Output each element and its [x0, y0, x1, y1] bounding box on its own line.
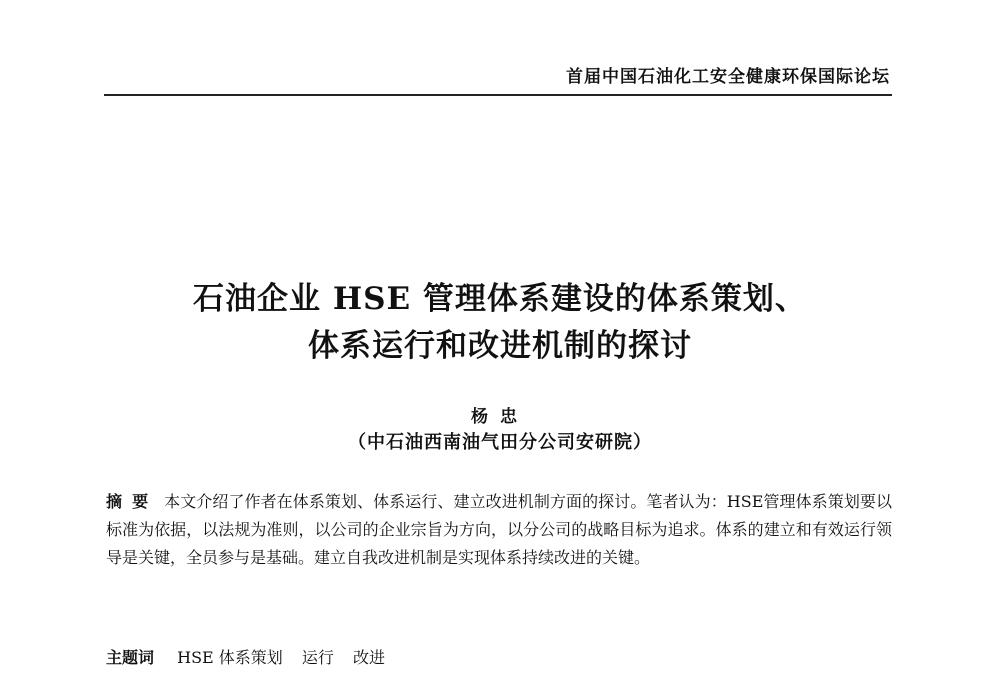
- keyword-item: 运行: [301, 648, 334, 667]
- keyword-item: HSE 体系策划: [177, 648, 283, 667]
- keyword-item: 改进: [353, 648, 386, 667]
- author-name: 杨忠: [471, 407, 529, 427]
- abstract-text: 本文介绍了作者在体系策划、体系运行、建立改进机制方面的探讨。笔者认为：HSE管理体系策划要以标准为依据，以法规为准则，以公司的企业宗旨为方向，以分公司的战略目标为追求。体系的建立和有效运行领导是关键，全员参与是基础。建立自我改进机制是实现体系持续改进的关键。: [106, 492, 892, 567]
- keywords-label: 主题词: [106, 648, 155, 667]
- abstract: [106, 488, 892, 572]
- paper-title-line-1: 石油企业 HSE 管理体系建设的体系策划、: [193, 281, 807, 317]
- running-header: [104, 54, 892, 96]
- paper-title-line-2: 体系运行和改进机制的探讨: [308, 328, 692, 364]
- keywords: [106, 645, 892, 668]
- author-affiliation: （中石油西南油气田分公司安研院）: [348, 432, 652, 453]
- running-header-title: 首届中国石油化工安全健康环保国际论坛: [566, 67, 890, 87]
- abstract-label: 摘要: [106, 492, 159, 511]
